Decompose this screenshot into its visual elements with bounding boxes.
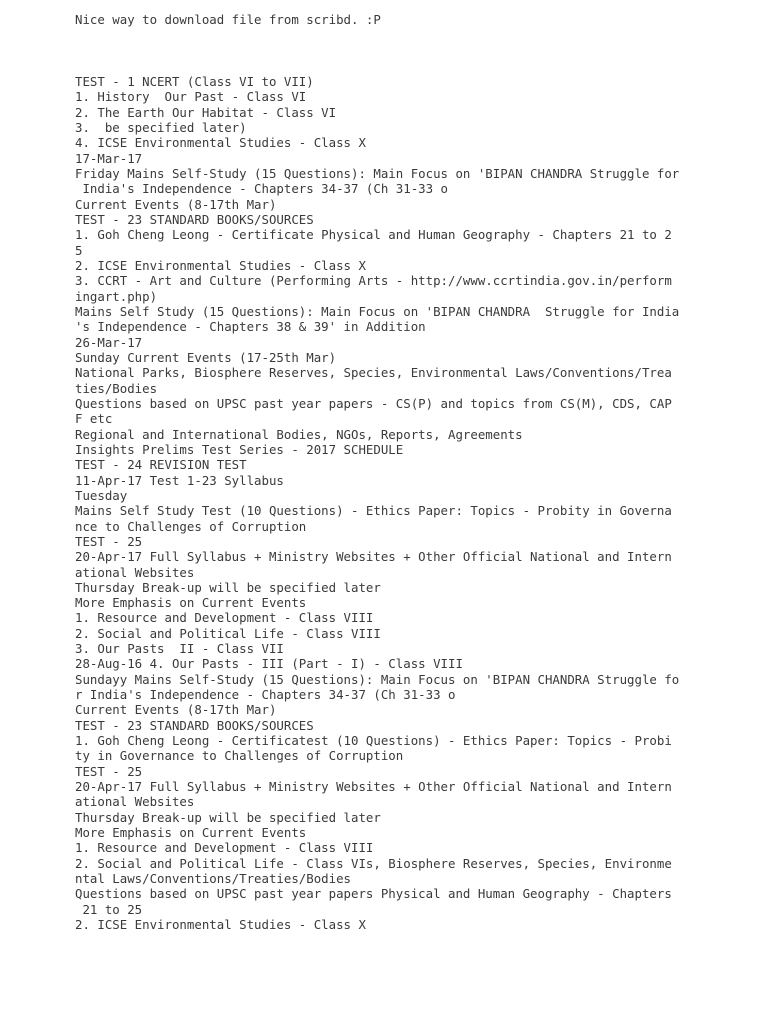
document-line: Insights Prelims Test Series - 2017 SCHEDULE — [75, 441, 404, 457]
document-line: ational Websites — [75, 564, 195, 580]
document-line: nce to Challenges of Corruption — [75, 518, 307, 534]
document-line: TEST - 23 STANDARD BOOKS/SOURCES — [75, 211, 314, 227]
document-line: Regional and International Bodies, NGOs, Reports, Agreements — [75, 426, 523, 442]
document-line: 20-Apr-17 Full Syllabus + Ministry Websites + Other Official National and Intern — [75, 549, 672, 565]
document-line: Questions based on UPSC past year papers Physical and Human Geography - Chapters — [75, 886, 672, 902]
document-line: Current Events (8-17th Mar) — [75, 702, 277, 718]
document-line: r India's Independence - Chapters 34-37 (Ch 31-33 o — [75, 687, 456, 703]
document-line: 2. ICSE Environmental Studies - Class X — [75, 917, 366, 933]
document-line: 1. Goh Cheng Leong - Certificatest (10 Questions) - Ethics Paper: Topics - Probi — [75, 733, 672, 749]
document-line: TEST - 1 NCERT (Class VI to VII) — [75, 74, 314, 89]
document-line: More Emphasis on Current Events — [75, 825, 307, 841]
document-line: ingart.php) — [75, 288, 158, 304]
document-line: 3. Our Pasts II - Class VII — [75, 641, 284, 657]
document-line: 2. Social and Political Life - Class VIs, Biosphere Reserves, Species, Environme — [75, 855, 672, 871]
document-line: 11-Apr-17 Test 1-23 Syllabus — [75, 472, 284, 488]
document-line: Sundayy Mains Self-Study (15 Questions): Main Focus on 'BIPAN CHANDRA Struggle fo — [75, 671, 680, 687]
document-line: 1. Resource and Development - Class VIII — [75, 840, 374, 856]
document-line: TEST - 25 — [75, 533, 143, 549]
document-line: 3. be specified later) — [75, 119, 247, 135]
document-line: 20-Apr-17 Full Syllabus + Ministry Websites + Other Official National and Intern — [75, 779, 672, 795]
document-line: Mains Self Study Test (10 Questions) - Ethics Paper: Topics - Probity in Governa — [75, 503, 672, 519]
document-line: 's Independence - Chapters 38 & 39' in Addition — [75, 319, 426, 335]
document-line: 4. ICSE Environmental Studies - Class X — [75, 135, 366, 151]
document-header-note: Nice way to download file from scribd. :P — [75, 12, 381, 27]
document-line: 5 — [75, 242, 83, 258]
document-line: India's Independence - Chapters 34-37 (Ch 31-33 o — [75, 181, 448, 197]
document-line: Friday Mains Self-Study (15 Questions): Main Focus on 'BIPAN CHANDRA Struggle for — [75, 165, 680, 181]
document-line: Sunday Current Events (17-25th Mar) — [75, 349, 337, 365]
document-line: Questions based on UPSC past year papers - CS(P) and topics from CS(M), CDS, CAP — [75, 395, 672, 411]
document-line: ties/Bodies — [75, 380, 158, 396]
document-line: ntal Laws/Conventions/Treaties/Bodies — [75, 871, 352, 887]
document-line: TEST - 25 — [75, 763, 143, 779]
document-line: TEST - 24 REVISION TEST — [75, 457, 247, 473]
document-line: 26-Mar-17 — [75, 334, 143, 350]
document-line: More Emphasis on Current Events — [75, 595, 307, 611]
document-line: ty in Governance to Challenges of Corruption — [75, 748, 404, 764]
document-line: 21 to 25 — [75, 901, 143, 917]
document-line: TEST - 23 STANDARD BOOKS/SOURCES — [75, 717, 314, 733]
document-line: 2. ICSE Environmental Studies - Class X — [75, 257, 366, 273]
document-line: Current Events (8-17th Mar) — [75, 196, 277, 212]
document-line: ational Websites — [75, 794, 195, 810]
document-line: 17-Mar-17 — [75, 150, 143, 166]
document-line: 2. Social and Political Life - Class VIII — [75, 625, 381, 641]
document-line: F etc — [75, 411, 113, 427]
document-line: 3. CCRT - Art and Culture (Performing Arts - http://www.ccrtindia.gov.in/perform — [75, 273, 672, 289]
document-line: National Parks, Biosphere Reserves, Species, Environmental Laws/Conventions/Trea — [75, 365, 672, 381]
document-line: 28-Aug-16 4. Our Pasts - III (Part - I) - Class VIII — [75, 656, 463, 672]
document-line: Thursday Break-up will be specified later — [75, 809, 381, 825]
document-body — [75, 74, 679, 932]
document-line: 1. Goh Cheng Leong - Certificate Physical and Human Geography - Chapters 21 to 2 — [75, 227, 672, 243]
document-line: Thursday Break-up will be specified later — [75, 579, 381, 595]
document-line: 2. The Earth Our Habitat - Class VI — [75, 104, 337, 120]
document-line: 1. Resource and Development - Class VIII — [75, 610, 374, 626]
document-line: 1. History Our Past - Class VI — [75, 89, 307, 105]
document-line: Mains Self Study (15 Questions): Main Focus on 'BIPAN CHANDRA Struggle for India — [75, 303, 680, 319]
document-line: Tuesday — [75, 487, 128, 503]
